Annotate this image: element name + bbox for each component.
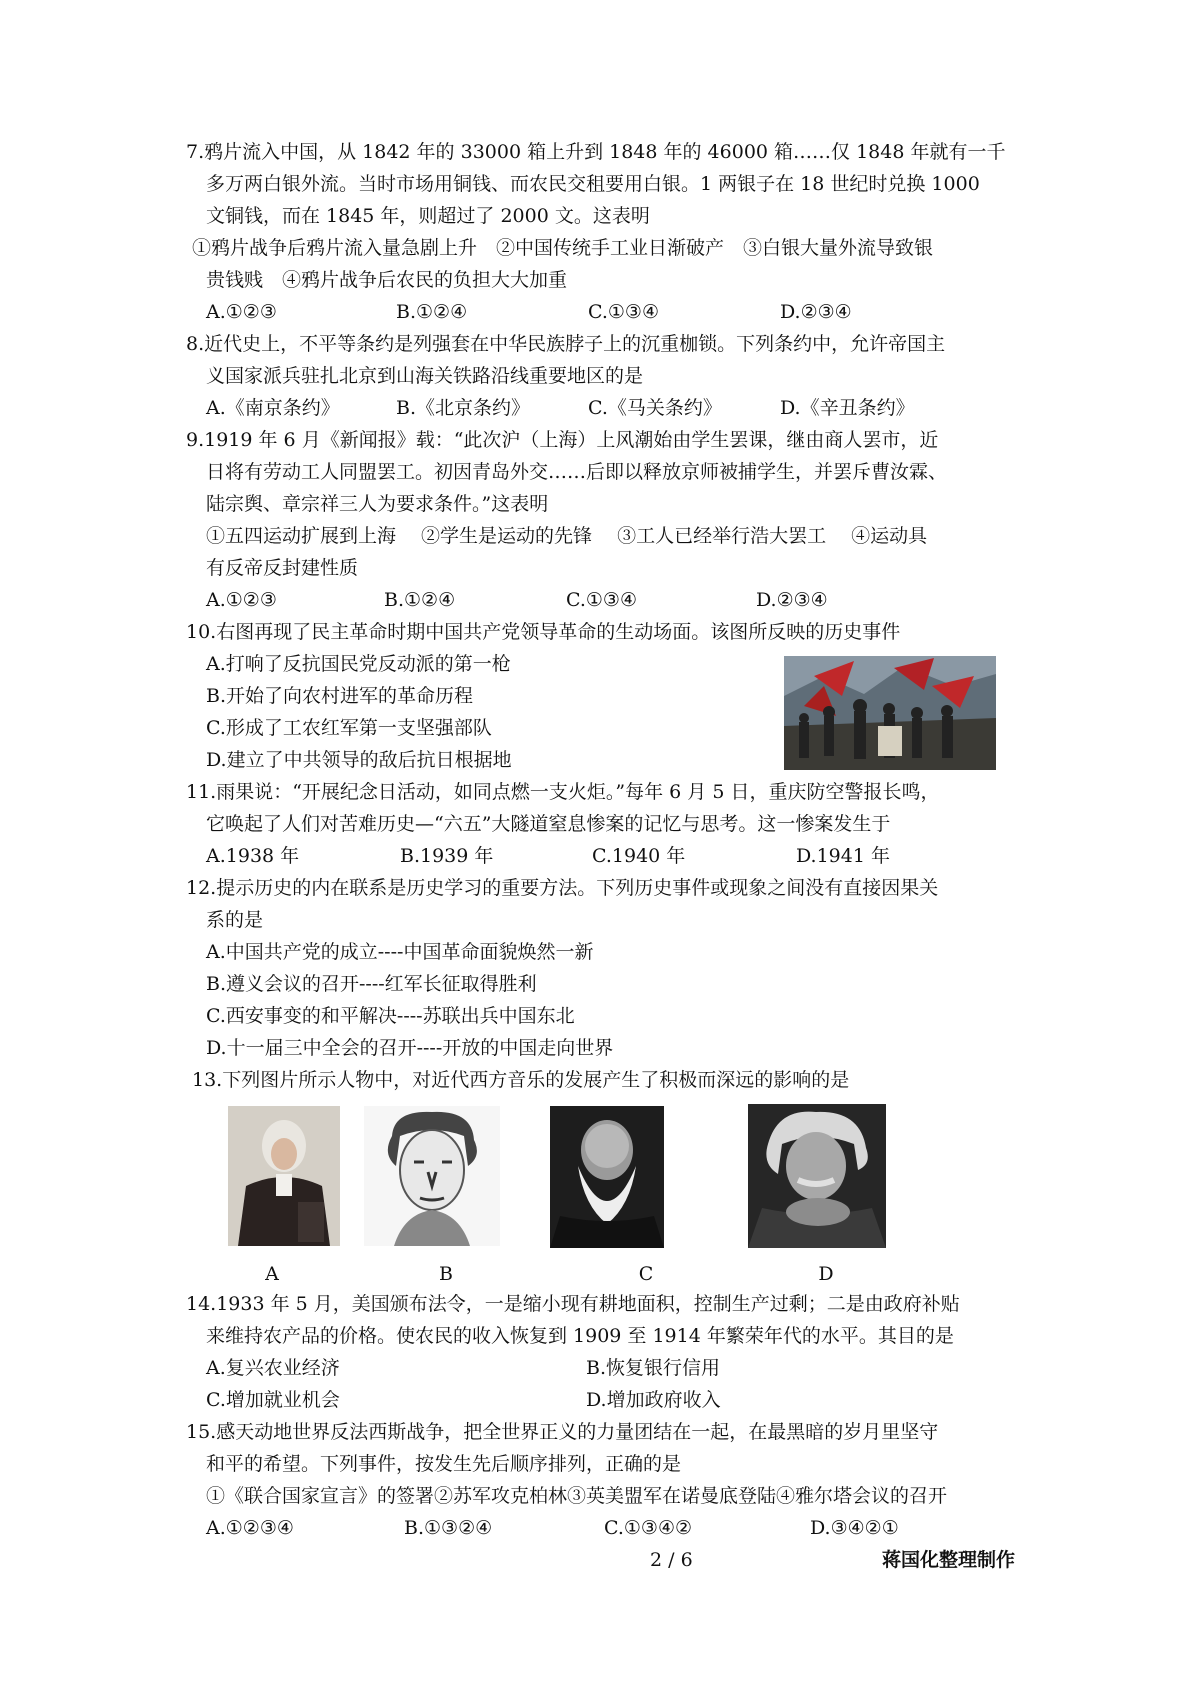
q10-option-b: B.开始了向农村进军的革命历程 xyxy=(206,685,474,707)
portrait-a-image xyxy=(228,1106,340,1246)
q8-stem-line: 义国家派兵驻扎北京到山海关铁路沿线重要地区的是 xyxy=(206,365,644,387)
q10-option-d: D.建立了中共领导的敌后抗日根据地 xyxy=(206,749,512,771)
q12-option-b: B.遵义会议的召开----红军长征取得胜利 xyxy=(206,973,537,995)
q7-item-line: ①鸦片战争后鸦片流入量急剧上升 ②中国传统手工业日渐破产 ③白银大量外流导致银 xyxy=(192,237,934,259)
q11-stem-line: 它唤起了人们对苦难历史—“六五”大隧道窒息惨案的记忆与思考。这一惨案发生于 xyxy=(206,813,891,835)
author-credit: 蒋国化整理制作 xyxy=(882,1549,1016,1571)
q9-option-b: B.①②④ xyxy=(384,589,456,611)
q14-option-b: B.恢复银行信用 xyxy=(586,1357,721,1379)
page-number: 2 / 6 xyxy=(650,1549,693,1571)
q15-option-c: C.①③④② xyxy=(604,1517,693,1539)
q13-stem-line: 13.下列图片所示人物中，对近代西方音乐的发展产生了积极而深远的影响的是 xyxy=(192,1069,850,1091)
q14-stem-line: 来维持农产品的价格。使农民的收入恢复到 1909 至 1914 年繁荣年代的水平。其目的是 xyxy=(206,1325,954,1347)
q15-options xyxy=(206,1512,1066,1544)
q7-option-c: C.①③④ xyxy=(588,301,659,323)
q10-option-a: A.打响了反抗国民党反动派的第一枪 xyxy=(206,653,511,675)
q13-label-d: D xyxy=(818,1263,834,1285)
portrait-b-image xyxy=(364,1106,500,1246)
q8-option-c: C.《马关条约》 xyxy=(588,397,722,419)
q14-option-c: C.增加就业机会 xyxy=(206,1389,340,1411)
q9-stem-line: 9.1919 年 6 月《新闻报》载：“此次沪（上海）上风潮始由学生罢课，继由商人罢市，近 xyxy=(186,429,939,451)
q15-option-b: B.①③②④ xyxy=(404,1517,493,1539)
q9-item-line: ①五四运动扩展到上海 ②学生是运动的先锋 ③工人已经举行浩大罢工 ④运动具 xyxy=(206,525,928,547)
q15-option-d: D.③④②① xyxy=(810,1517,899,1539)
q11-option-a: A.1938 年 xyxy=(206,845,300,867)
q11-option-b: B.1939 年 xyxy=(400,845,494,867)
q8-option-a: A.《南京条约》 xyxy=(206,397,340,419)
q12-option-c: C.西安事变的和平解决----苏联出兵中国东北 xyxy=(206,1005,575,1027)
q7-option-a: A.①②③ xyxy=(206,301,277,323)
q12-option-a: A.中国共产党的成立----中国革命面貌焕然一新 xyxy=(206,941,594,963)
q12-option-d: D.十一届三中全会的召开----开放的中国走向世界 xyxy=(206,1037,614,1059)
q11-option-d: D.1941 年 xyxy=(796,845,890,867)
q12-stem-line: 系的是 xyxy=(206,909,264,931)
q7-option-b: B.①②④ xyxy=(396,301,468,323)
q7-stem-line: 7.鸦片流入中国，从 1842 年的 33000 箱上升到 1848 年的 46000 箱……仅 1848 年就有一千 xyxy=(186,141,1006,163)
q9-item-line: 有反帝反封建性质 xyxy=(206,557,359,579)
q14-options-row2 xyxy=(206,1384,1066,1416)
portrait-d-image xyxy=(748,1104,886,1248)
q8-option-b: B.《北京条约》 xyxy=(396,397,531,419)
q9-options xyxy=(206,584,1066,616)
q15-option-a: A.①②③④ xyxy=(206,1517,294,1539)
portrait-c-image xyxy=(550,1106,664,1248)
q8-stem-line: 8.近代史上，不平等条约是列强套在中华民族脖子上的沉重枷锁。下列条约中，允许帝国主 xyxy=(186,333,946,355)
q14-stem-line: 14.1933 年 5 月，美国颁布法令，一是缩小现有耕地面积，控制生产过剩；二是由政府补贴 xyxy=(186,1293,960,1315)
revolution-scene-image xyxy=(784,656,996,770)
q14-options-row1 xyxy=(206,1352,1066,1384)
q7-item-line: 贵钱贱 ④鸦片战争后农民的负担大大加重 xyxy=(206,269,568,291)
q10-option-c: C.形成了工农红军第一支坚强部队 xyxy=(206,717,492,739)
q14-option-d: D.增加政府收入 xyxy=(586,1389,721,1411)
q13-label-c: C xyxy=(638,1263,654,1285)
q10-stem-line: 10.右图再现了民主革命时期中国共产党领导革命的生动场面。该图所反映的历史事件 xyxy=(186,621,901,643)
q11-option-c: C.1940 年 xyxy=(592,845,686,867)
q7-option-d: D.②③④ xyxy=(780,301,852,323)
q7-stem-line: 文铜钱，而在 1845 年，则超过了 2000 文。这表明 xyxy=(206,205,650,227)
q9-stem-line: 陆宗舆、章宗祥三人为要求条件。”这表明 xyxy=(206,493,549,515)
q8-options xyxy=(206,392,1066,424)
q7-stem-line: 多万两白银外流。当时市场用铜钱、而农民交租要用白银。1 两银子在 18 世纪时兑换 1000 xyxy=(206,173,980,195)
q7-options xyxy=(206,296,1066,328)
q11-options xyxy=(206,840,1066,872)
q13-label-a: A xyxy=(265,1263,279,1285)
q8-option-d: D.《辛丑条约》 xyxy=(780,397,915,419)
q9-stem-line: 日将有劳动工人同盟罢工。初因青岛外交……后即以释放京师被捕学生，并罢斥曹汝霖、 xyxy=(206,461,948,483)
q9-option-c: C.①③④ xyxy=(566,589,637,611)
q15-stem-line: 和平的希望。下列事件，按发生先后顺序排列，正确的是 xyxy=(206,1453,682,1475)
q13-label-b: B xyxy=(439,1263,453,1285)
q15-item-line: ①《联合国家宣言》的签署②苏军攻克柏林③英美盟军在诺曼底登陆④雅尔塔会议的召开 xyxy=(206,1485,948,1507)
q11-stem-line: 11.雨果说：“开展纪念日活动，如同点燃一支火炬。”每年 6 月 5 日，重庆防空警报长鸣， xyxy=(186,781,940,803)
q12-stem-line: 12.提示历史的内在联系是历史学习的重要方法。下列历史事件或现象之间没有直接因果关 xyxy=(186,877,939,899)
q9-option-d: D.②③④ xyxy=(756,589,828,611)
q9-option-a: A.①②③ xyxy=(206,589,277,611)
q15-stem-line: 15.感天动地世界反法西斯战争，把全世界正义的力量团结在一起，在最黑暗的岁月里坚守 xyxy=(186,1421,939,1443)
q14-option-a: A.复兴农业经济 xyxy=(206,1357,340,1379)
